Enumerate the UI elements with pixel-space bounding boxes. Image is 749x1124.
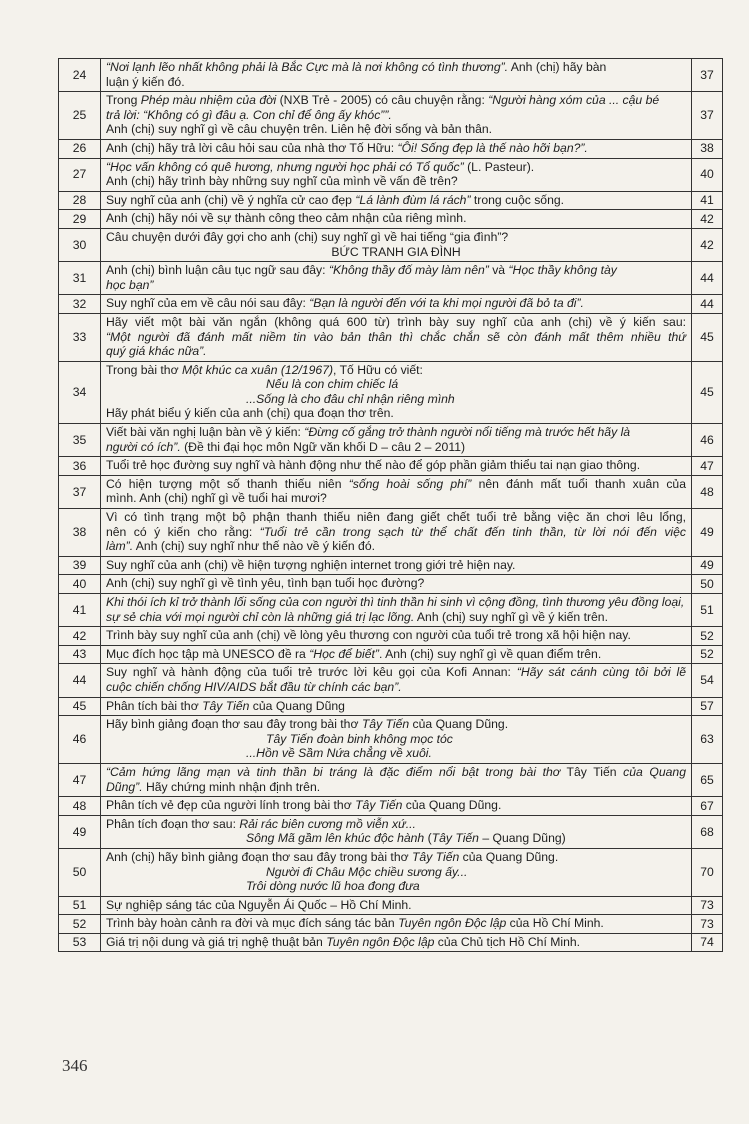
item-title [101, 424, 692, 457]
title-line [106, 865, 686, 880]
title-line [106, 628, 686, 643]
italic-text: “Học thầy không tày [508, 263, 617, 278]
text-segment: luận ý kiến đó. [106, 74, 185, 89]
item-page: 45 [692, 313, 723, 361]
toc-row [59, 664, 723, 697]
item-number: 52 [59, 915, 101, 934]
text-segment: (NXB Trẻ - 2005) có câu chuyện rằng: [276, 93, 489, 108]
toc-row [59, 896, 723, 915]
item-page: 52 [692, 645, 723, 664]
text-segment: Anh (chị) hãy bình giảng đoạn thơ sau đây trong bài thơ [106, 849, 412, 864]
item-title [101, 59, 692, 92]
title-line [106, 746, 686, 761]
item-title [101, 915, 692, 934]
title-line [106, 916, 686, 931]
text-segment: Hãy viết một bài văn ngắn (không quá 600 từ) trình bày suy nghĩ của anh (chị) về ý kiến sau: [106, 314, 686, 329]
italic-text: “Đừng cố gắng trở thành người nổi tiếng mà trước hết hãy là [304, 425, 631, 440]
italic-text: “sống hoài sống phí” [348, 476, 472, 491]
text-segment: Sự nghiệp sáng tác của Nguyễn Ái Quốc – Hồ Chí Minh. [106, 897, 412, 912]
item-title [101, 815, 692, 848]
item-page: 52 [692, 627, 723, 646]
item-title [101, 191, 692, 210]
text-segment: Tây Tiến [560, 764, 624, 779]
toc-table [58, 58, 723, 952]
toc-row [59, 509, 723, 557]
text-segment: Trình bày suy nghĩ của anh (chị) về lòng yêu thương con người của tuổi trẻ trong xã hội hiện nay. [106, 628, 631, 643]
item-title [101, 933, 692, 952]
item-page: 68 [692, 815, 723, 848]
item-number: 45 [59, 697, 101, 716]
item-page: 44 [692, 262, 723, 295]
item-page: 57 [692, 697, 723, 716]
toc-row [59, 797, 723, 816]
italic-text: Người đi Châu Mộc chiều sương ấy... [266, 864, 468, 879]
text-segment: của Chủ tịch Hồ Chí Minh. [434, 934, 581, 949]
italic-text: Tây Tiến [202, 698, 250, 713]
italic-text: Nếu là con chim chiếc lá [266, 377, 399, 392]
item-title [101, 475, 692, 508]
toc-row [59, 92, 723, 140]
item-title [101, 896, 692, 915]
title-line [106, 245, 686, 260]
item-number: 53 [59, 933, 101, 952]
item-number: 51 [59, 896, 101, 915]
item-number: 27 [59, 158, 101, 191]
item-number: 50 [59, 848, 101, 896]
italic-text: Tây Tiến [355, 798, 403, 813]
title-line [106, 193, 686, 208]
item-number: 44 [59, 664, 101, 697]
title-line [106, 510, 686, 525]
text-segment: Phân tích bài thơ [106, 698, 203, 713]
italic-text: Sông Mã gầm lên khúc độc hành [246, 831, 425, 846]
title-line [106, 458, 686, 473]
item-page: 74 [692, 933, 723, 952]
item-page: 38 [692, 139, 723, 158]
text-segment: Viết bài văn nghị luận bàn về ý kiến: [106, 425, 305, 440]
toc-row [59, 627, 723, 646]
text-segment: Anh (chị) hãy trình bày những suy nghĩ của mình về vấn đề trên? [106, 174, 458, 189]
text-segment: Hãy chứng minh nhận định trên. [142, 779, 321, 794]
item-page: 47 [692, 457, 723, 476]
item-page: 49 [692, 556, 723, 575]
text-segment: Suy nghĩ của em về câu nói sau đây: [106, 296, 310, 311]
item-page: 73 [692, 896, 723, 915]
italic-text: “Cảm hứng lãng mạn và tinh thần bi tráng là đặc điểm nổi bật trong bài thơ [106, 764, 561, 779]
item-title [101, 627, 692, 646]
text-segment: Anh (chị) suy nghĩ như thế nào về ý kiến đó. [133, 539, 375, 554]
toc-row [59, 158, 723, 191]
toc-row [59, 59, 723, 92]
text-segment: mình. Anh (chị) nghĩ gì về tuổi hai mươi? [106, 491, 327, 506]
item-number: 29 [59, 210, 101, 229]
text-segment: Trong bài thơ [106, 362, 182, 377]
text-segment: Tuổi trẻ học đường suy nghĩ và hành động như thế nào để góp phần giảm thiểu tai nạn giao thông. [106, 458, 641, 473]
toc-row [59, 716, 723, 764]
italic-text: Một khúc ca xuân (12/1967) [181, 362, 334, 377]
title-line [106, 75, 686, 90]
italic-text: của Quang [623, 764, 686, 779]
title-line [106, 525, 686, 540]
title-line [106, 377, 686, 392]
item-page: 45 [692, 361, 723, 423]
toc-row [59, 556, 723, 575]
toc-row [59, 424, 723, 457]
text-segment: Anh (chị) suy nghĩ gì về câu chuyện trên. Liên hệ đời sống và bản thân. [106, 122, 493, 137]
item-number: 49 [59, 815, 101, 848]
italic-text: ...Hồn về Sầm Nứa chẳng về xuôi. [246, 746, 432, 761]
title-line [106, 174, 686, 189]
text-segment: Giá trị nội dung và giá trị nghệ thuật bản [106, 934, 327, 949]
title-line [106, 477, 686, 492]
title-line [106, 765, 686, 780]
item-title [101, 763, 692, 796]
italic-text: “Một người đã đánh mất niềm tin vào bản thân thì chắc chắn sẽ còn đánh mất thêm nhiều thứ [106, 329, 686, 344]
toc-body [59, 59, 723, 952]
title-line [106, 263, 686, 278]
item-number: 31 [59, 262, 101, 295]
item-title [101, 509, 692, 557]
text-segment: (L. Pasteur). [463, 159, 535, 174]
italic-text: Khi thói ích kỉ trở thành lối sống của con người thì tinh thần hi sinh vì cộng đồng, tình thương yêu đồng loại, [106, 595, 685, 609]
item-title [101, 697, 692, 716]
title-line [106, 108, 686, 123]
italic-text: học bạn” [106, 277, 154, 292]
toc-row [59, 313, 723, 361]
italic-text: Rải rác biên cương mồ viễn xứ... [239, 816, 416, 831]
title-line [106, 160, 686, 175]
item-number: 48 [59, 797, 101, 816]
italic-text: Trôi dòng nước lũ hoa đong đưa [246, 879, 420, 894]
text-segment: của Quang Dũng. [459, 849, 559, 864]
italic-text: sự sẻ chia với mọi người chỉ còn là những giá trị lạc lõng. [106, 609, 415, 624]
text-segment: của Quang Dũng. [402, 798, 502, 813]
item-title [101, 645, 692, 664]
item-title [101, 457, 692, 476]
title-line [106, 595, 686, 610]
title-line [106, 898, 686, 913]
item-page: 42 [692, 210, 723, 229]
toc-row [59, 815, 723, 848]
item-title [101, 295, 692, 314]
text-segment: Hãy bình giảng đoạn thơ sau đây trong bài thơ [106, 717, 362, 732]
text-segment: Vì có tình trạng một bộ phận thanh thiếu niên đang giết chết tuổi trẻ bằng việc ăn chơi lêu lổng, [106, 510, 686, 525]
item-title [101, 664, 692, 697]
title-line [106, 699, 686, 714]
italic-text: Tây Tiến [411, 849, 460, 864]
item-title [101, 92, 692, 140]
toc-row [59, 457, 723, 476]
item-number: 39 [59, 556, 101, 575]
title-line [106, 230, 686, 245]
item-number: 36 [59, 457, 101, 476]
text-segment: Anh (chị) suy nghĩ gì về tình yêu, tình bạn tuổi học đường? [106, 576, 425, 591]
italic-text: Tây Tiến [361, 717, 410, 732]
title-line [106, 491, 686, 506]
text-segment: – Quang Dũng) [478, 831, 566, 846]
item-page: 70 [692, 848, 723, 896]
title-line [106, 211, 686, 226]
toc-row [59, 361, 723, 423]
title-line [106, 406, 686, 421]
italic-text: Tây Tiến [431, 831, 479, 846]
text-segment: Trong [106, 93, 141, 108]
item-number: 34 [59, 361, 101, 423]
title-line [106, 93, 686, 108]
italic-text: “Người hàng xóm của ... cậu bé [488, 93, 660, 108]
title-line [106, 732, 686, 747]
title-line [106, 576, 686, 591]
item-page: 48 [692, 475, 723, 508]
title-line [106, 647, 686, 662]
page-number: 346 [62, 1056, 88, 1075]
italic-text: Tây Tiến đoàn binh không mọc tóc [266, 731, 453, 746]
italic-text: Tuyên ngôn Độc lập [326, 934, 435, 949]
title-line [106, 935, 686, 950]
toc-row [59, 191, 723, 210]
italic-text: “Không thầy đố mày làm nên” [328, 263, 489, 278]
text-segment: của Quang Dũng [249, 698, 345, 713]
item-page: 42 [692, 228, 723, 261]
item-page: 50 [692, 575, 723, 594]
item-number: 32 [59, 295, 101, 314]
item-page: 46 [692, 424, 723, 457]
title-line [106, 817, 686, 832]
item-number: 43 [59, 645, 101, 664]
text-segment: BỨC TRANH GIA ĐÌNH [331, 244, 461, 259]
item-page: 67 [692, 797, 723, 816]
text-segment: Hãy phát biểu ý kiến của anh (chị) qua đoạn thơ trên. [106, 406, 394, 421]
italic-text: ...Sống là cho đâu chỉ nhận riêng mình [246, 391, 455, 406]
title-line [106, 831, 686, 846]
toc-row [59, 575, 723, 594]
title-line [106, 363, 686, 378]
text-segment: Suy nghĩ của anh (chị) về ý nghĩa cử cao đẹp [106, 192, 356, 207]
item-number: 40 [59, 575, 101, 594]
text-segment: Anh (chị) suy nghĩ gì về ý kiến trên. [414, 609, 608, 624]
title-line [106, 879, 686, 894]
text-segment: . Anh (chị) suy nghĩ gì về quan điểm trên. [379, 646, 602, 661]
toc-row [59, 228, 723, 261]
text-segment: và [488, 263, 509, 278]
item-number: 26 [59, 139, 101, 158]
item-page: 63 [692, 716, 723, 764]
text-segment: Phân tích vẻ đẹp của người lính trong bài thơ [106, 798, 356, 813]
title-line [106, 558, 686, 573]
title-line [106, 680, 686, 695]
item-number: 24 [59, 59, 101, 92]
item-page: 49 [692, 509, 723, 557]
toc-row [59, 645, 723, 664]
item-page: 51 [692, 594, 723, 627]
item-number: 47 [59, 763, 101, 796]
italic-text: làm”. [106, 539, 134, 554]
italic-text: “Học để biết” [309, 646, 379, 661]
item-title [101, 361, 692, 423]
title-line [106, 278, 686, 293]
title-line [106, 539, 686, 554]
item-title [101, 158, 692, 191]
item-number: 38 [59, 509, 101, 557]
italic-text: Phép màu nhiệm của đời [140, 93, 277, 108]
toc-row [59, 262, 723, 295]
title-line [106, 850, 686, 865]
item-title [101, 210, 692, 229]
item-title [101, 556, 692, 575]
title-line [106, 122, 686, 137]
toc-row [59, 915, 723, 934]
italic-text: “Học vấn không có quê hương, nhưng người học phải có Tổ quốc” [106, 159, 464, 174]
text-segment: Mục đích học tập mà UNESCO đề ra [106, 646, 310, 661]
title-line [106, 315, 686, 330]
item-title [101, 716, 692, 764]
item-title [101, 313, 692, 361]
item-title [101, 797, 692, 816]
toc-row [59, 848, 723, 896]
toc-row [59, 697, 723, 716]
text-segment: nên có ý kiến cho rằng: [106, 524, 260, 539]
item-number: 30 [59, 228, 101, 261]
text-segment: Anh (chị) hãy nói về sự thành công theo cảm nhận của riêng mình. [106, 211, 467, 226]
item-title [101, 139, 692, 158]
italic-text: Tuyên ngôn Độc lập [398, 916, 507, 931]
title-line [106, 440, 686, 455]
text-segment: Anh (chị) hãy bàn [508, 60, 607, 74]
item-number: 37 [59, 475, 101, 508]
italic-text: Dũng”. [106, 779, 143, 794]
toc-row [59, 475, 723, 508]
title-line [106, 296, 686, 311]
text-segment: Suy nghĩ và hành động của tuổi trẻ trước lời kêu gọi của Kofi Annan: [106, 665, 517, 680]
italic-text: “Hãy sát cánh cùng tôi bởi lẽ [516, 665, 687, 680]
text-segment: , Tố Hữu có viết: [333, 362, 423, 377]
text-segment: Câu chuyện dưới đây gợi cho anh (chị) suy nghĩ gì về hai tiếng “gia đình”? [106, 229, 509, 244]
text-segment: Có hiện tượng một số thanh thiếu niên [106, 476, 349, 491]
italic-text: “Lá lành đùm lá rách” [355, 192, 471, 207]
text-segment: Suy nghĩ của anh (chị) về hiện tượng nghiện internet trong giới trẻ hiện nay. [106, 557, 516, 572]
title-line [106, 610, 686, 625]
text-segment: Anh (chị) hãy trả lời câu hỏi sau của nhà thơ Tố Hữu: [106, 140, 398, 155]
toc-row [59, 210, 723, 229]
title-line [106, 330, 686, 345]
title-line [106, 798, 686, 813]
italic-text: “Ôi! Sống đẹp là thế nào hỡi bạn?”. [397, 140, 588, 155]
item-page: 54 [692, 664, 723, 697]
item-page: 37 [692, 59, 723, 92]
title-line [106, 425, 686, 440]
title-line [106, 141, 686, 156]
text-segment: ( [424, 831, 432, 846]
item-page: 65 [692, 763, 723, 796]
item-title [101, 848, 692, 896]
text-segment: của Hồ Chí Minh. [506, 916, 604, 931]
item-number: 41 [59, 594, 101, 627]
toc-row [59, 763, 723, 796]
italic-text: “Bạn là người đến với ta khi mọi người đã bỏ ta đi”. [309, 296, 584, 311]
toc-row [59, 933, 723, 952]
item-page: 40 [692, 158, 723, 191]
italic-text: trả lời: “Không có gì đâu ạ. Con chỉ để ông ấy khóc””. [106, 107, 392, 122]
item-number: 25 [59, 92, 101, 140]
item-page: 41 [692, 191, 723, 210]
text-segment: (Đề thi đại học môn Ngữ văn khối D – câu 2 – 2011) [180, 439, 466, 454]
text-segment: trong cuộc sống. [470, 192, 565, 207]
title-line [106, 60, 686, 75]
title-line [106, 780, 686, 795]
title-line [106, 392, 686, 407]
item-number: 33 [59, 313, 101, 361]
text-segment: nên đánh mất tuổi thanh xuân của [471, 476, 686, 491]
title-line [106, 665, 686, 680]
italic-text: “Nơi lạnh lẽo nhất không phải là Bắc Cực mà là nơi không có tình thương”. [106, 60, 509, 74]
item-page: 44 [692, 295, 723, 314]
item-page: 37 [692, 92, 723, 140]
item-number: 28 [59, 191, 101, 210]
item-title [101, 594, 692, 627]
item-number: 46 [59, 716, 101, 764]
item-title [101, 228, 692, 261]
toc-row [59, 295, 723, 314]
item-page: 73 [692, 915, 723, 934]
item-title [101, 262, 692, 295]
text-segment: Trình bày hoàn cảnh ra đời và mục đích sáng tác bản [106, 916, 399, 931]
item-number: 42 [59, 627, 101, 646]
italic-text: quý giá khác nữa”. [106, 344, 207, 359]
item-number: 35 [59, 424, 101, 457]
toc-row [59, 139, 723, 158]
item-title [101, 575, 692, 594]
text-segment: của Quang Dũng. [409, 717, 509, 732]
title-line [106, 717, 686, 732]
italic-text: người có ích”. [106, 439, 181, 454]
toc-row [59, 594, 723, 627]
italic-text: “Tuổi trẻ cần trong sạch từ thể chất đến tinh thần, từ lời nói đến việc [259, 524, 686, 539]
title-line [106, 344, 686, 359]
text-segment: Phân tích đoạn thơ sau: [106, 816, 240, 831]
italic-text: cuộc chiến chống HIV/AIDS bắt đầu từ chính các bạn”. [106, 679, 402, 694]
text-segment: Anh (chị) bình luận câu tục ngữ sau đây: [106, 263, 329, 278]
